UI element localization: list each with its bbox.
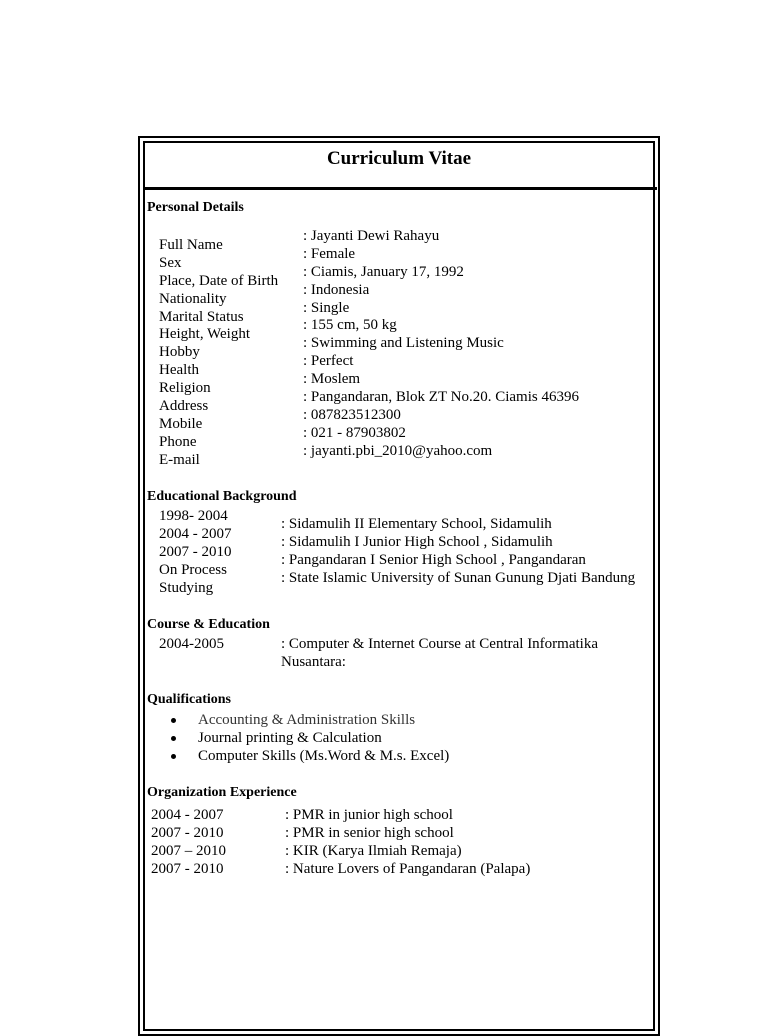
value-marital-status: : Single [303, 299, 350, 316]
organization-year: 2004 - 2007 [151, 807, 224, 823]
organization-heading: Organization Experience [147, 785, 297, 800]
label-hobby: Hobby [159, 344, 200, 361]
organization-role: : PMR in senior high school [285, 824, 454, 841]
label-health: Health [159, 362, 199, 379]
education-school: : Pangandaran I Senior High School , Pangandaran [281, 551, 586, 568]
value-religion: : Moslem [303, 371, 361, 388]
label-height-weight: Height, Weight [159, 326, 251, 343]
course-year: 2004-2005 [159, 636, 224, 652]
qualifications-heading: Qualifications [147, 692, 232, 707]
value-email: : jayanti.pbi_2010@yahoo.com [303, 442, 493, 459]
personal-details-heading: Personal Details [147, 200, 244, 215]
value-health: : Perfect [303, 353, 354, 370]
organization-years [151, 807, 226, 879]
bullet-icon [171, 754, 176, 759]
label-sex: Sex [159, 254, 182, 271]
bullet-icon [171, 736, 176, 741]
label-religion: Religion [159, 380, 211, 397]
education-schools [281, 516, 635, 588]
course-description-line1: : Computer & Internet Course at Central Informatika [281, 636, 598, 652]
education-school: : State Islamic University of Sunan Gunung Djati Bandung [281, 569, 636, 586]
value-nationality: : Indonesia [303, 281, 370, 298]
organization-year: 2007 – 2010 [151, 842, 226, 859]
value-address: : Pangandaran, Blok ZT No.20. Ciamis 46396 [303, 389, 579, 406]
education-year: On Process [159, 561, 227, 578]
label-address: Address [159, 398, 209, 415]
label-nationality: Nationality [159, 290, 227, 307]
organization-role: : PMR in junior high school [285, 807, 453, 823]
education-year: 2007 - 2010 [159, 543, 232, 560]
organization-role: : Nature Lovers of Pangandaran (Palapa) [285, 860, 531, 877]
personal-labels [159, 237, 278, 470]
education-year: Studying [159, 579, 214, 596]
value-sex: : Female [303, 245, 356, 262]
organization-year: 2007 - 2010 [151, 860, 224, 877]
label-email: E-mail [159, 451, 200, 468]
list-item: Computer Skills (Ms.Word & M.s. Excel) [171, 747, 449, 765]
education-year: 1998- 2004 [159, 508, 228, 524]
course-heading: Course & Education [147, 617, 270, 632]
list-item: Journal printing & Calculation [171, 729, 449, 747]
bullet-icon [171, 718, 176, 723]
education-heading: Educational Background [147, 489, 297, 504]
organization-year: 2007 - 2010 [151, 824, 224, 841]
education-school: : Sidamulih I Junior High School , Sidamulih [281, 533, 553, 550]
label-full-name: Full Name [159, 237, 223, 253]
organization-role: : KIR (Karya Ilmiah Remaja) [285, 842, 462, 859]
value-hobby: : Swimming and Listening Music [303, 335, 504, 352]
personal-values [303, 228, 579, 461]
cv-title: Curriculum Vitae [326, 148, 472, 169]
label-marital-status: Marital Status [159, 308, 244, 325]
label-mobile: Mobile [159, 415, 203, 432]
title-divider [143, 187, 657, 190]
value-height-weight: : 155 cm, 50 kg [303, 317, 397, 334]
value-place-date-of-birth: : Ciamis, January 17, 1992 [303, 263, 464, 280]
value-mobile: : 087823512300 [303, 406, 401, 423]
value-phone: : 021 - 87903802 [303, 424, 406, 441]
label-phone: Phone [159, 433, 197, 450]
education-years [159, 508, 232, 597]
qualifications-list [171, 711, 449, 765]
course-description-line2: Nusantara: [281, 654, 346, 670]
education-year: 2004 - 2007 [159, 525, 232, 542]
label-place-date-of-birth: Place, Date of Birth [159, 272, 279, 289]
education-school: : Sidamulih II Elementary School, Sidamulih [281, 516, 552, 532]
list-item: Accounting & Administration Skills [171, 711, 449, 729]
value-full-name: : Jayanti Dewi Rahayu [303, 228, 440, 244]
organization-roles [285, 807, 530, 879]
